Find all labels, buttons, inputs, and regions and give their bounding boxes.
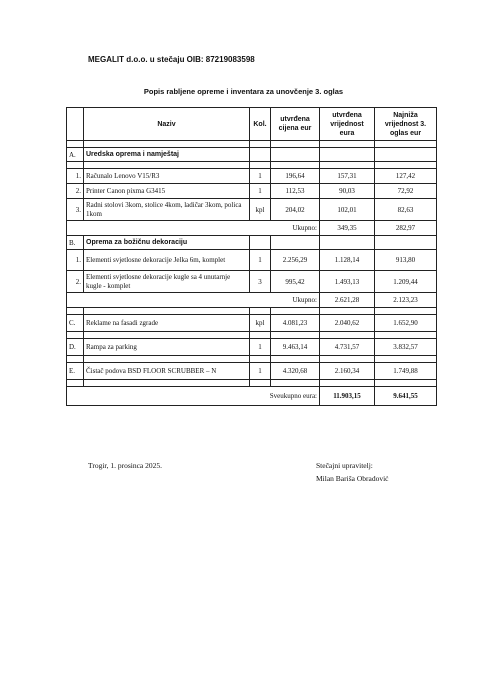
- item-name: Elementi svjetlosne dekoracije kugle sa 4 unutarnje kugle - komplet: [84, 271, 250, 293]
- table-row: [67, 169, 437, 184]
- item-name: Radni stolovi 3kom, stolice 4kom, ladičar 3kom, polica 1kom: [84, 199, 250, 221]
- item-qty: 1: [250, 169, 271, 184]
- item-value: 90,03: [320, 184, 375, 199]
- table-row: [67, 271, 437, 293]
- item-min: 82,63: [375, 199, 437, 221]
- header-cijena: utvrđena cijena eur: [271, 108, 320, 141]
- company-header: MEGALIT d.o.o. u stečaju OIB: 87219083598: [88, 55, 255, 64]
- item-name: Računalo Lenovo V15/R3: [84, 169, 250, 184]
- item-min: 913,80: [375, 250, 437, 271]
- item-price: 204,02: [271, 199, 320, 221]
- header-index-cell: [67, 108, 84, 141]
- item-number: 2.: [67, 184, 84, 199]
- table-row: [67, 339, 437, 356]
- section-header-row: [67, 236, 437, 250]
- item-name: Elementi svjetlosne dekoracije Jelka 6m, komplet: [84, 250, 250, 271]
- item-price: 995,42: [271, 271, 320, 293]
- item-number: 1.: [67, 169, 84, 184]
- item-price: 112,53: [271, 184, 320, 199]
- spacer-row: [67, 332, 437, 339]
- subtotal-min: 282,97: [375, 221, 437, 236]
- table-header-row: [67, 108, 437, 141]
- item-name: Printer Canon pixma G3415: [84, 184, 250, 199]
- subtotal-row: [67, 293, 437, 308]
- item-price: 4.320,68: [271, 363, 320, 380]
- item-number: 2.: [67, 271, 84, 293]
- item-qty: 1: [250, 184, 271, 199]
- item-value: 4.731,57: [320, 339, 375, 356]
- subtotal-value: 2.621,28: [320, 293, 375, 308]
- signer-title: Stečajni upravitelj:: [316, 461, 373, 470]
- section-letter: B.: [67, 236, 84, 250]
- grand-total-value: 11.903,15: [320, 387, 375, 406]
- document-title: Popis rabljene opreme i inventara za unovčenje 3. oglas: [143, 87, 344, 96]
- item-number: 3.: [67, 199, 84, 221]
- section-name: Oprema za božičnu dekoraciju: [84, 236, 250, 250]
- table-row: [67, 250, 437, 271]
- item-min: 72,92: [375, 184, 437, 199]
- item-value: 1.493,13: [320, 271, 375, 293]
- table-row: [67, 363, 437, 380]
- item-min: 3.832,57: [375, 339, 437, 356]
- signer-name: Milan Bariša Obradović: [316, 474, 389, 483]
- item-min: 127,42: [375, 169, 437, 184]
- section-letter: E.: [67, 363, 84, 380]
- item-min: 1.749,88: [375, 363, 437, 380]
- item-qty: kpl: [250, 199, 271, 221]
- item-price: 4.081,23: [271, 315, 320, 332]
- grand-total-min: 9.641,55: [375, 387, 437, 406]
- item-qty: 1: [250, 339, 271, 356]
- section-header-row: [67, 148, 437, 162]
- grand-total-label: Sveukupno eura:: [67, 387, 320, 406]
- item-name: Čistač podova BSD FLOOR SCRUBBER – N: [84, 363, 250, 380]
- item-value: 2.040,62: [320, 315, 375, 332]
- item-qty: kpl: [250, 315, 271, 332]
- item-price: 9.463,14: [271, 339, 320, 356]
- item-qty: 1: [250, 363, 271, 380]
- item-number: 1.: [67, 250, 84, 271]
- section-letter: C.: [67, 315, 84, 332]
- item-value: 102,01: [320, 199, 375, 221]
- place-date: Trogir, 1. prosinca 2025.: [88, 461, 163, 470]
- grand-total-row: [67, 387, 437, 406]
- subtotal-value: 349,35: [320, 221, 375, 236]
- table-row: [67, 315, 437, 332]
- spacer-row: [67, 380, 437, 387]
- inventory-table: [66, 107, 437, 406]
- section-letter: D.: [67, 339, 84, 356]
- header-vrijednost: utvrđena vrijednost eura: [320, 108, 375, 141]
- spacer-row: [67, 141, 437, 148]
- header-najniza: Najniža vrijednost 3. oglas eur: [375, 108, 437, 141]
- spacer-row: [67, 162, 437, 169]
- header-naziv: Naziv: [84, 108, 250, 141]
- section-letter: A.: [67, 148, 84, 162]
- subtotal-label: Ukupno:: [67, 293, 320, 308]
- table-row: [67, 199, 437, 221]
- spacer-row: [67, 308, 437, 315]
- subtotal-label: Ukupno:: [67, 221, 320, 236]
- item-name: Reklame na fasadi zgrade: [84, 315, 250, 332]
- item-qty: 3: [250, 271, 271, 293]
- item-value: 1.128,14: [320, 250, 375, 271]
- item-value: 2.160,34: [320, 363, 375, 380]
- subtotal-row: [67, 221, 437, 236]
- subtotal-min: 2.123,23: [375, 293, 437, 308]
- item-qty: 1: [250, 250, 271, 271]
- item-min: 1.652,90: [375, 315, 437, 332]
- item-min: 1.209,44: [375, 271, 437, 293]
- item-price: 196,64: [271, 169, 320, 184]
- item-name: Rampa za parking: [84, 339, 250, 356]
- spacer-row: [67, 356, 437, 363]
- section-name: Uredska oprema i namještaj: [84, 148, 250, 162]
- table-row: [67, 184, 437, 199]
- header-kol: Kol.: [250, 108, 271, 141]
- item-value: 157,31: [320, 169, 375, 184]
- item-price: 2.256,29: [271, 250, 320, 271]
